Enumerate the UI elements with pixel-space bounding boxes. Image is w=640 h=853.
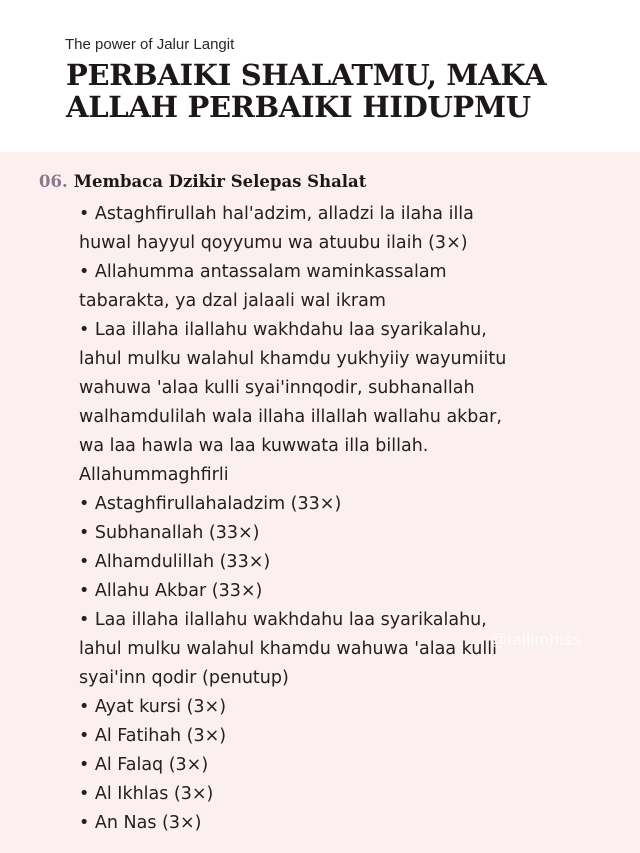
section-title: Membaca Dzikir Selepas Shalat	[73, 172, 367, 191]
list-item-line: wa laa hawla wa laa kuwwata illa billah.	[79, 436, 429, 456]
list-item-line: • Al Ikhlas (3×)	[79, 784, 214, 804]
list-item	[79, 693, 629, 722]
section-number: 06.	[39, 172, 68, 191]
list-item-line: • Al Fatihah (3×)	[79, 726, 227, 746]
list-item	[79, 316, 629, 490]
list-item-line: • Astaghfirullahaladzim (33×)	[79, 494, 342, 514]
list-item	[79, 577, 629, 606]
list-item	[79, 490, 629, 519]
list-item-line: • An Nas (3×)	[79, 813, 202, 833]
list-item	[79, 809, 629, 838]
list-item-line: • Al Falaq (3×)	[79, 755, 209, 775]
title-line-2: ALLAH PERBAIKI HIDUPMU	[66, 90, 531, 124]
dzikir-list	[79, 200, 629, 838]
list-item-line: wahuwa 'alaa kulli syai'innqodir, subhanallah	[79, 378, 475, 398]
watermark: @lailimhiss	[490, 630, 582, 649]
title-line-1: PERBAIKI SHALATMU, MAKA	[66, 58, 547, 92]
list-item-line: • Laa illaha ilallahu wakhdahu laa syarikalahu,	[79, 320, 487, 340]
list-item-line: syai'inn qodir (penutup)	[79, 668, 289, 688]
list-item-line: • Ayat kursi (3×)	[79, 697, 227, 717]
list-item	[79, 548, 629, 577]
list-item	[79, 780, 629, 809]
list-item	[79, 258, 629, 316]
list-item-line: lahul mulku walahul khamdu wahuwa 'alaa kulli	[79, 639, 497, 659]
header	[0, 0, 640, 152]
page-subtitle: The power of Jalur Langit	[65, 36, 235, 53]
list-item-line: • Subhanallah (33×)	[79, 523, 260, 543]
list-item	[79, 200, 629, 258]
list-item-line: • Laa illaha ilallahu wakhdahu laa syarikalahu,	[79, 610, 487, 630]
list-item	[79, 751, 629, 780]
list-item-line: huwal hayyul qoyyumu wa atuubu ilaih (3×)	[79, 233, 468, 253]
section-heading	[39, 170, 366, 194]
list-item-line: • Allahumma antassalam waminkassalam	[79, 262, 447, 282]
list-item-line: • Allahu Akbar (33×)	[79, 581, 263, 601]
list-item-line: walhamdulilah wala illaha illallah wallahu akbar,	[79, 407, 502, 427]
list-item	[79, 722, 629, 751]
list-item-line: lahul mulku walahul khamdu yukhyiiy wayumiitu	[79, 349, 507, 369]
list-item-line: Allahummaghfirli	[79, 465, 229, 485]
list-item-line: • Alhamdulillah (33×)	[79, 552, 271, 572]
list-item-line: tabarakta, ya dzal jalaali wal ikram	[79, 291, 386, 311]
list-item	[79, 519, 629, 548]
list-item-line: • Astaghfirullah hal'adzim, alladzi la ilaha illa	[79, 204, 474, 224]
page-title	[66, 59, 626, 123]
